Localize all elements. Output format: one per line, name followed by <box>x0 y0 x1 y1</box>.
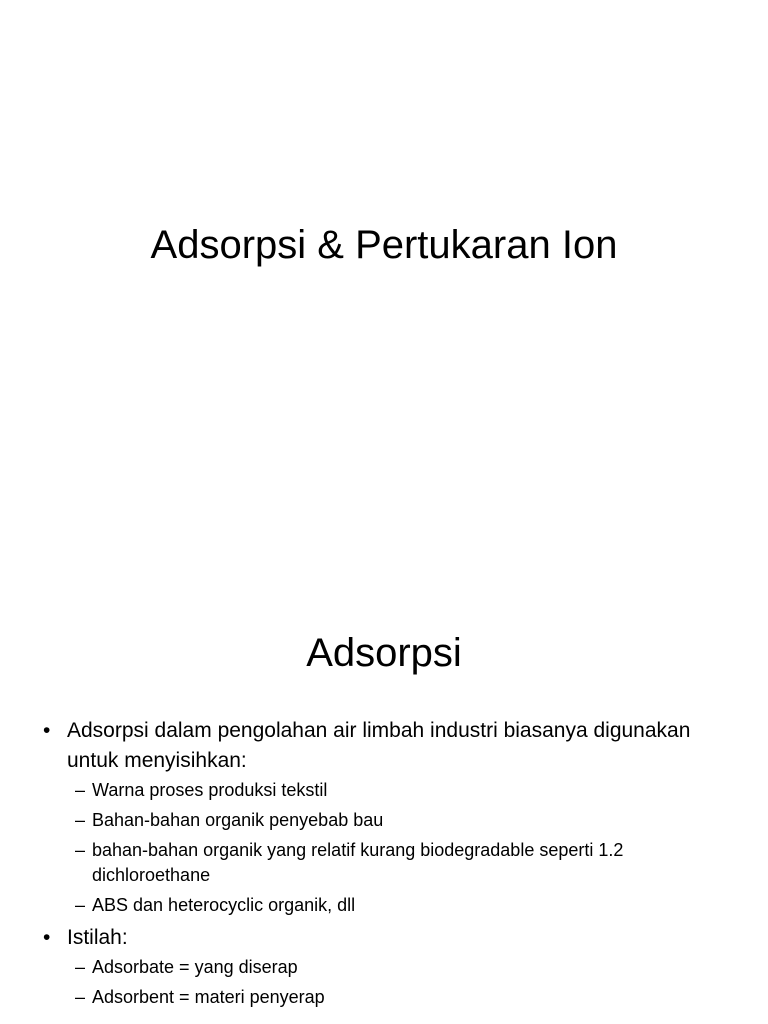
dash-icon: – <box>75 780 86 800</box>
sub-bullet-text: Adsorbate = yang diserap <box>92 957 298 977</box>
content-slide <box>0 576 768 1024</box>
sub-bullet-list <box>75 955 740 1010</box>
sub-bullet-item <box>75 893 740 918</box>
sub-bullet-item <box>75 955 740 980</box>
bullet-text: Istilah: <box>67 926 128 949</box>
dash-icon: – <box>75 840 86 860</box>
slide-heading: Adsorpsi <box>306 631 462 675</box>
sub-bullet-text: bahan-bahan organik yang relatif kurang biodegradable seperti 1.2 dichloroethane <box>92 840 624 885</box>
slide-content <box>40 716 740 1015</box>
sub-bullet-list <box>75 778 740 918</box>
sub-bullet-text: Warna proses produksi tekstil <box>92 780 328 800</box>
sub-bullet-item <box>75 985 740 1010</box>
sub-bullet-text: Adsorbent = materi penyerap <box>92 987 325 1007</box>
dash-icon: – <box>75 957 86 977</box>
sub-bullet-item <box>75 778 740 803</box>
bullet-dot-icon: • <box>43 926 51 949</box>
sub-bullet-text: Bahan-bahan organik penyebab bau <box>92 810 384 830</box>
sub-bullet-text: ABS dan heterocyclic organik, dll <box>92 895 356 915</box>
bullet-item <box>40 923 740 1010</box>
bullet-dot-icon: • <box>43 719 51 742</box>
bullet-list <box>40 716 740 1010</box>
sub-bullet-item <box>75 838 740 888</box>
dash-icon: – <box>75 895 86 915</box>
slide-title: Adsorpsi & Pertukaran Ion <box>150 223 618 267</box>
dash-icon: – <box>75 987 86 1007</box>
bullet-item <box>40 716 740 918</box>
sub-bullet-item <box>75 808 740 833</box>
dash-icon: – <box>75 810 86 830</box>
bullet-text: Adsorpsi dalam pengolahan air limbah industri biasanya digunakan untuk menyisihkan: <box>67 719 691 772</box>
